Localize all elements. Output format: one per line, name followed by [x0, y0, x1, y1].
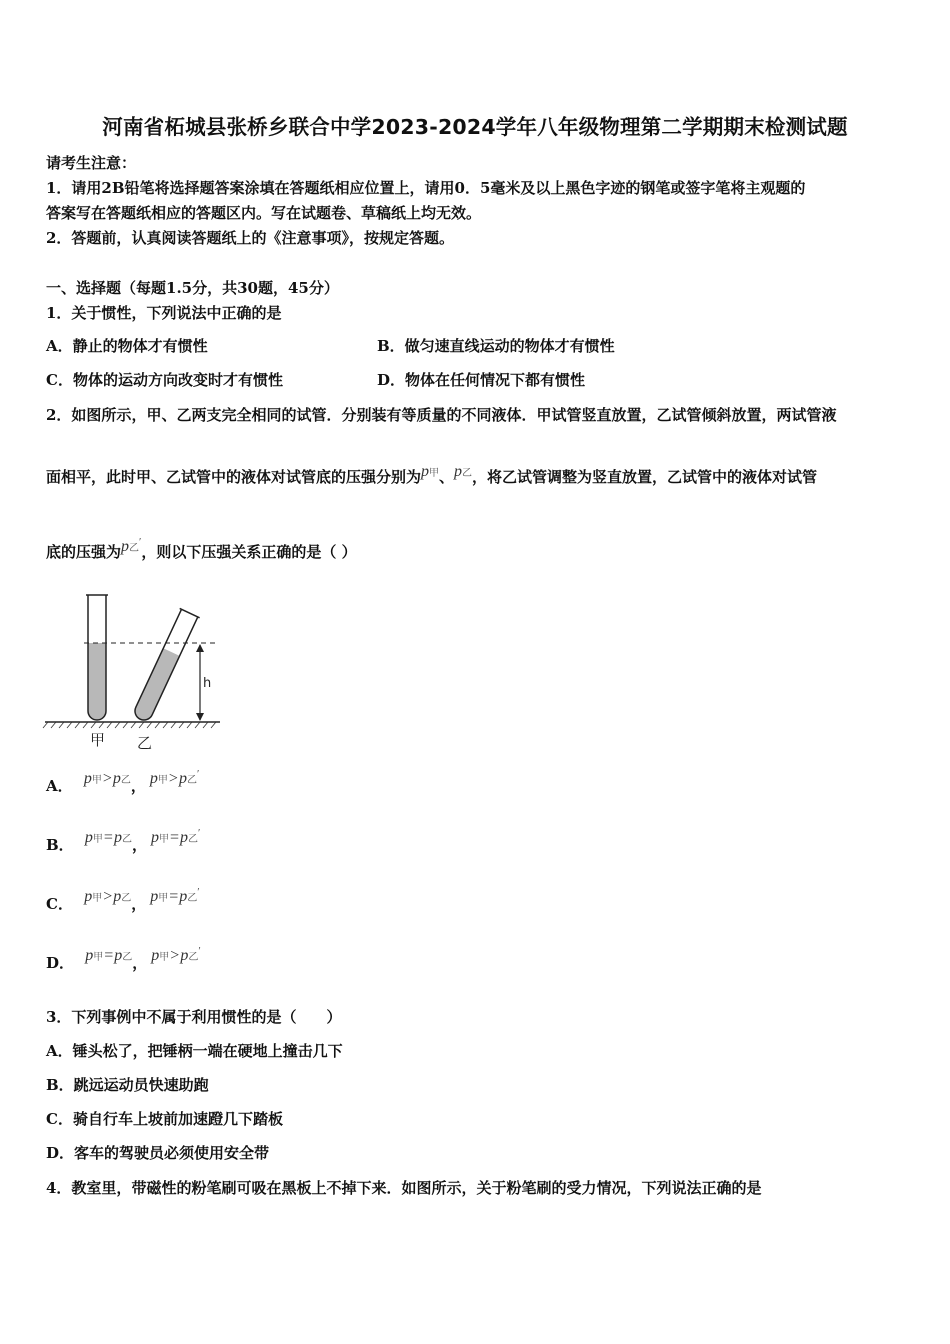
tube-yi-liquid	[132, 648, 180, 723]
p-jia-symbol: p甲	[421, 463, 440, 480]
q2-option-b-math: p甲=p乙	[84, 829, 132, 846]
label-jia: 甲	[90, 731, 106, 749]
q2-option-c: C． p甲>p乙， p甲=p乙′	[46, 886, 200, 913]
q2-option-a-math: p甲>p乙	[83, 770, 131, 787]
q4-stem: 4．教室里，带磁性的粉笔刷可吸在黑板上不掉下来．如图所示，关于粉笔刷的受力情况，下列说法正确的是	[46, 1179, 762, 1197]
q3-option-a: A．锤头松了，把锤柄一端在硬地上撞击几下	[46, 1042, 343, 1060]
test-tube-figure	[40, 585, 230, 755]
tube-jia-liquid	[88, 643, 106, 720]
q2-line-3b: ，则以下压强关系正确的是（ ）	[141, 543, 357, 561]
notice-line-3: 2．答题前，认真阅读答题纸上的《注意事项》，按规定答题。	[46, 229, 454, 247]
notice-line-1: 1．请用2B铅笔将选择题答案涂填在答题纸相应位置上，请用0．5毫米及以上黑色字迹的钢笔或签字笔将主观题的	[46, 179, 806, 197]
q1-option-c: C．物体的运动方向改变时才有惯性	[46, 371, 283, 389]
q2-option-d: D． p甲=p乙， p甲>p乙′	[46, 945, 201, 972]
q2-line-2a: 面相平，此时甲、乙试管中的液体对试管底的压强分别为	[46, 468, 422, 486]
q1-option-b: B．做匀速直线运动的物体才有惯性	[377, 337, 615, 355]
q2-line-3a: 底的压强为	[46, 543, 122, 561]
height-label: h	[203, 676, 212, 691]
section-heading: 一、选择题（每题1.5分，共30题，45分）	[46, 279, 339, 297]
q2-separator: 、	[439, 468, 455, 486]
q2-option-b: B． p甲=p乙， p甲=p乙′	[46, 827, 201, 854]
q2-line-2b: ，将乙试管调整为竖直放置，乙试管中的液体对试管	[472, 468, 818, 486]
q3-option-d: D．客车的驾驶员必须使用安全带	[46, 1144, 270, 1162]
page-title: 河南省柘城县张桥乡联合中学2023-2024学年八年级物理第二学期期末检测试题	[102, 115, 848, 139]
notice-heading: 请考生注意：	[46, 154, 137, 172]
q2-line-3	[46, 536, 357, 562]
notice-line-2: 答案写在答题纸相应的答题区内。写在试题卷、草稿纸上均无效。	[46, 204, 482, 222]
p-yi-symbol: p乙	[454, 463, 473, 480]
p-yi-prime-symbol: p乙′	[121, 536, 142, 555]
q2-option-d-math: p甲=p乙	[85, 947, 133, 964]
label-yi: 乙	[137, 734, 153, 752]
q2-line-1: 2．如图所示，甲、乙两支完全相同的试管．分别装有等质量的不同液体．甲试管竖直放置，乙试管倾斜放置，两试管液	[46, 406, 837, 424]
q2-line-2	[46, 463, 818, 487]
q2-option-c-math: p甲>p乙	[84, 888, 132, 905]
q1-option-d: D．物体在任何情况下都有惯性	[377, 371, 586, 389]
q1-stem: 1．关于惯性，下列说法中正确的是	[46, 304, 282, 322]
ground-hatch	[43, 722, 216, 728]
q3-stem: 3．下列事例中不属于利用惯性的是（ ）	[46, 1008, 342, 1026]
q3-option-b: B．跳远运动员快速助跑	[46, 1076, 209, 1094]
q1-option-a: A．静止的物体才有惯性	[46, 337, 208, 355]
q2-option-a: A． p甲>p乙， p甲>p乙′	[46, 768, 200, 795]
q3-option-c: C．骑自行车上坡前加速蹬几下踏板	[46, 1110, 283, 1128]
